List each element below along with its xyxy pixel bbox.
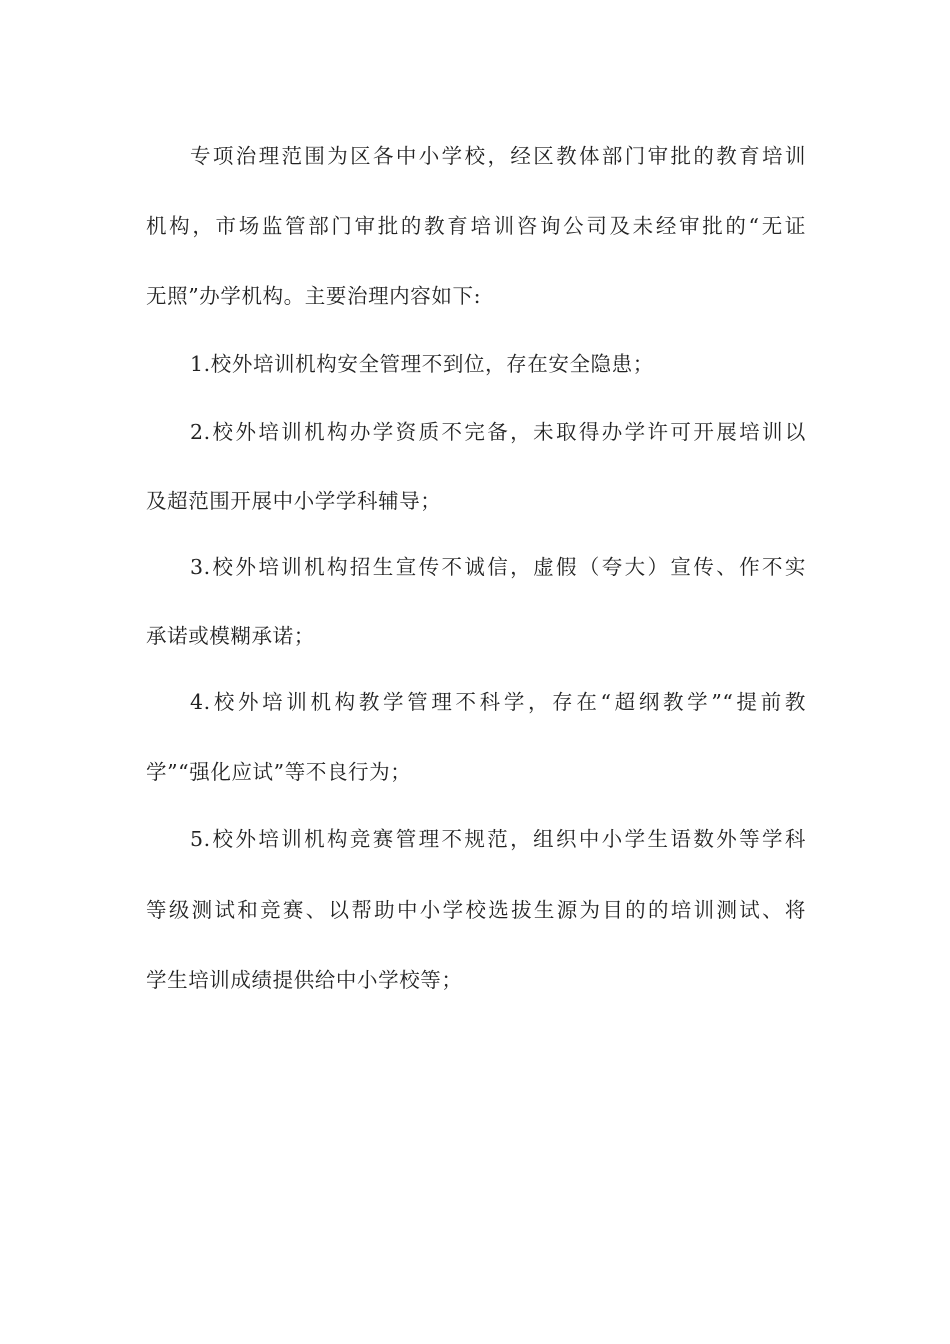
list-item-2-line-2: 及超范围开展中小学学科辅导； bbox=[146, 489, 442, 513]
list-item-5-line-1: 5.校外培训机构竞赛管理不规范，组织中小学生语数外等学科 bbox=[190, 827, 806, 851]
list-item-5-line-2: 等级测试和竞赛、以帮助中小学校选拔生源为目的的培训测试、将 bbox=[146, 898, 806, 922]
list-item-5-line-3: 学生培训成绩提供给中小学校等； bbox=[146, 968, 463, 992]
list-item-3-line-2: 承诺或模糊承诺； bbox=[146, 624, 315, 648]
list-item-4-line-1: 4.校外培训机构教学管理不科学，存在“超纲教学”“提前教 bbox=[190, 690, 806, 714]
paragraph-intro-line-1: 专项治理范围为区各中小学校，经区教体部门审批的教育培训 bbox=[190, 144, 806, 168]
list-item-3-line-1: 3.校外培训机构招生宣传不诚信，虚假（夸大）宣传、作不实 bbox=[190, 555, 806, 579]
paragraph-intro-line-3: 无照”办学机构。主要治理内容如下: bbox=[146, 284, 482, 308]
paragraph-intro-line-2: 机构，市场监管部门审批的教育培训咨询公司及未经审批的“无证 bbox=[146, 214, 806, 238]
list-item-4-line-2: 学”“强化应试”等不良行为； bbox=[146, 760, 412, 784]
list-item-1: 1.校外培训机构安全管理不到位，存在安全隐患； bbox=[190, 352, 654, 376]
list-item-2-line-1: 2.校外培训机构办学资质不完备，未取得办学许可开展培训以 bbox=[190, 420, 806, 444]
